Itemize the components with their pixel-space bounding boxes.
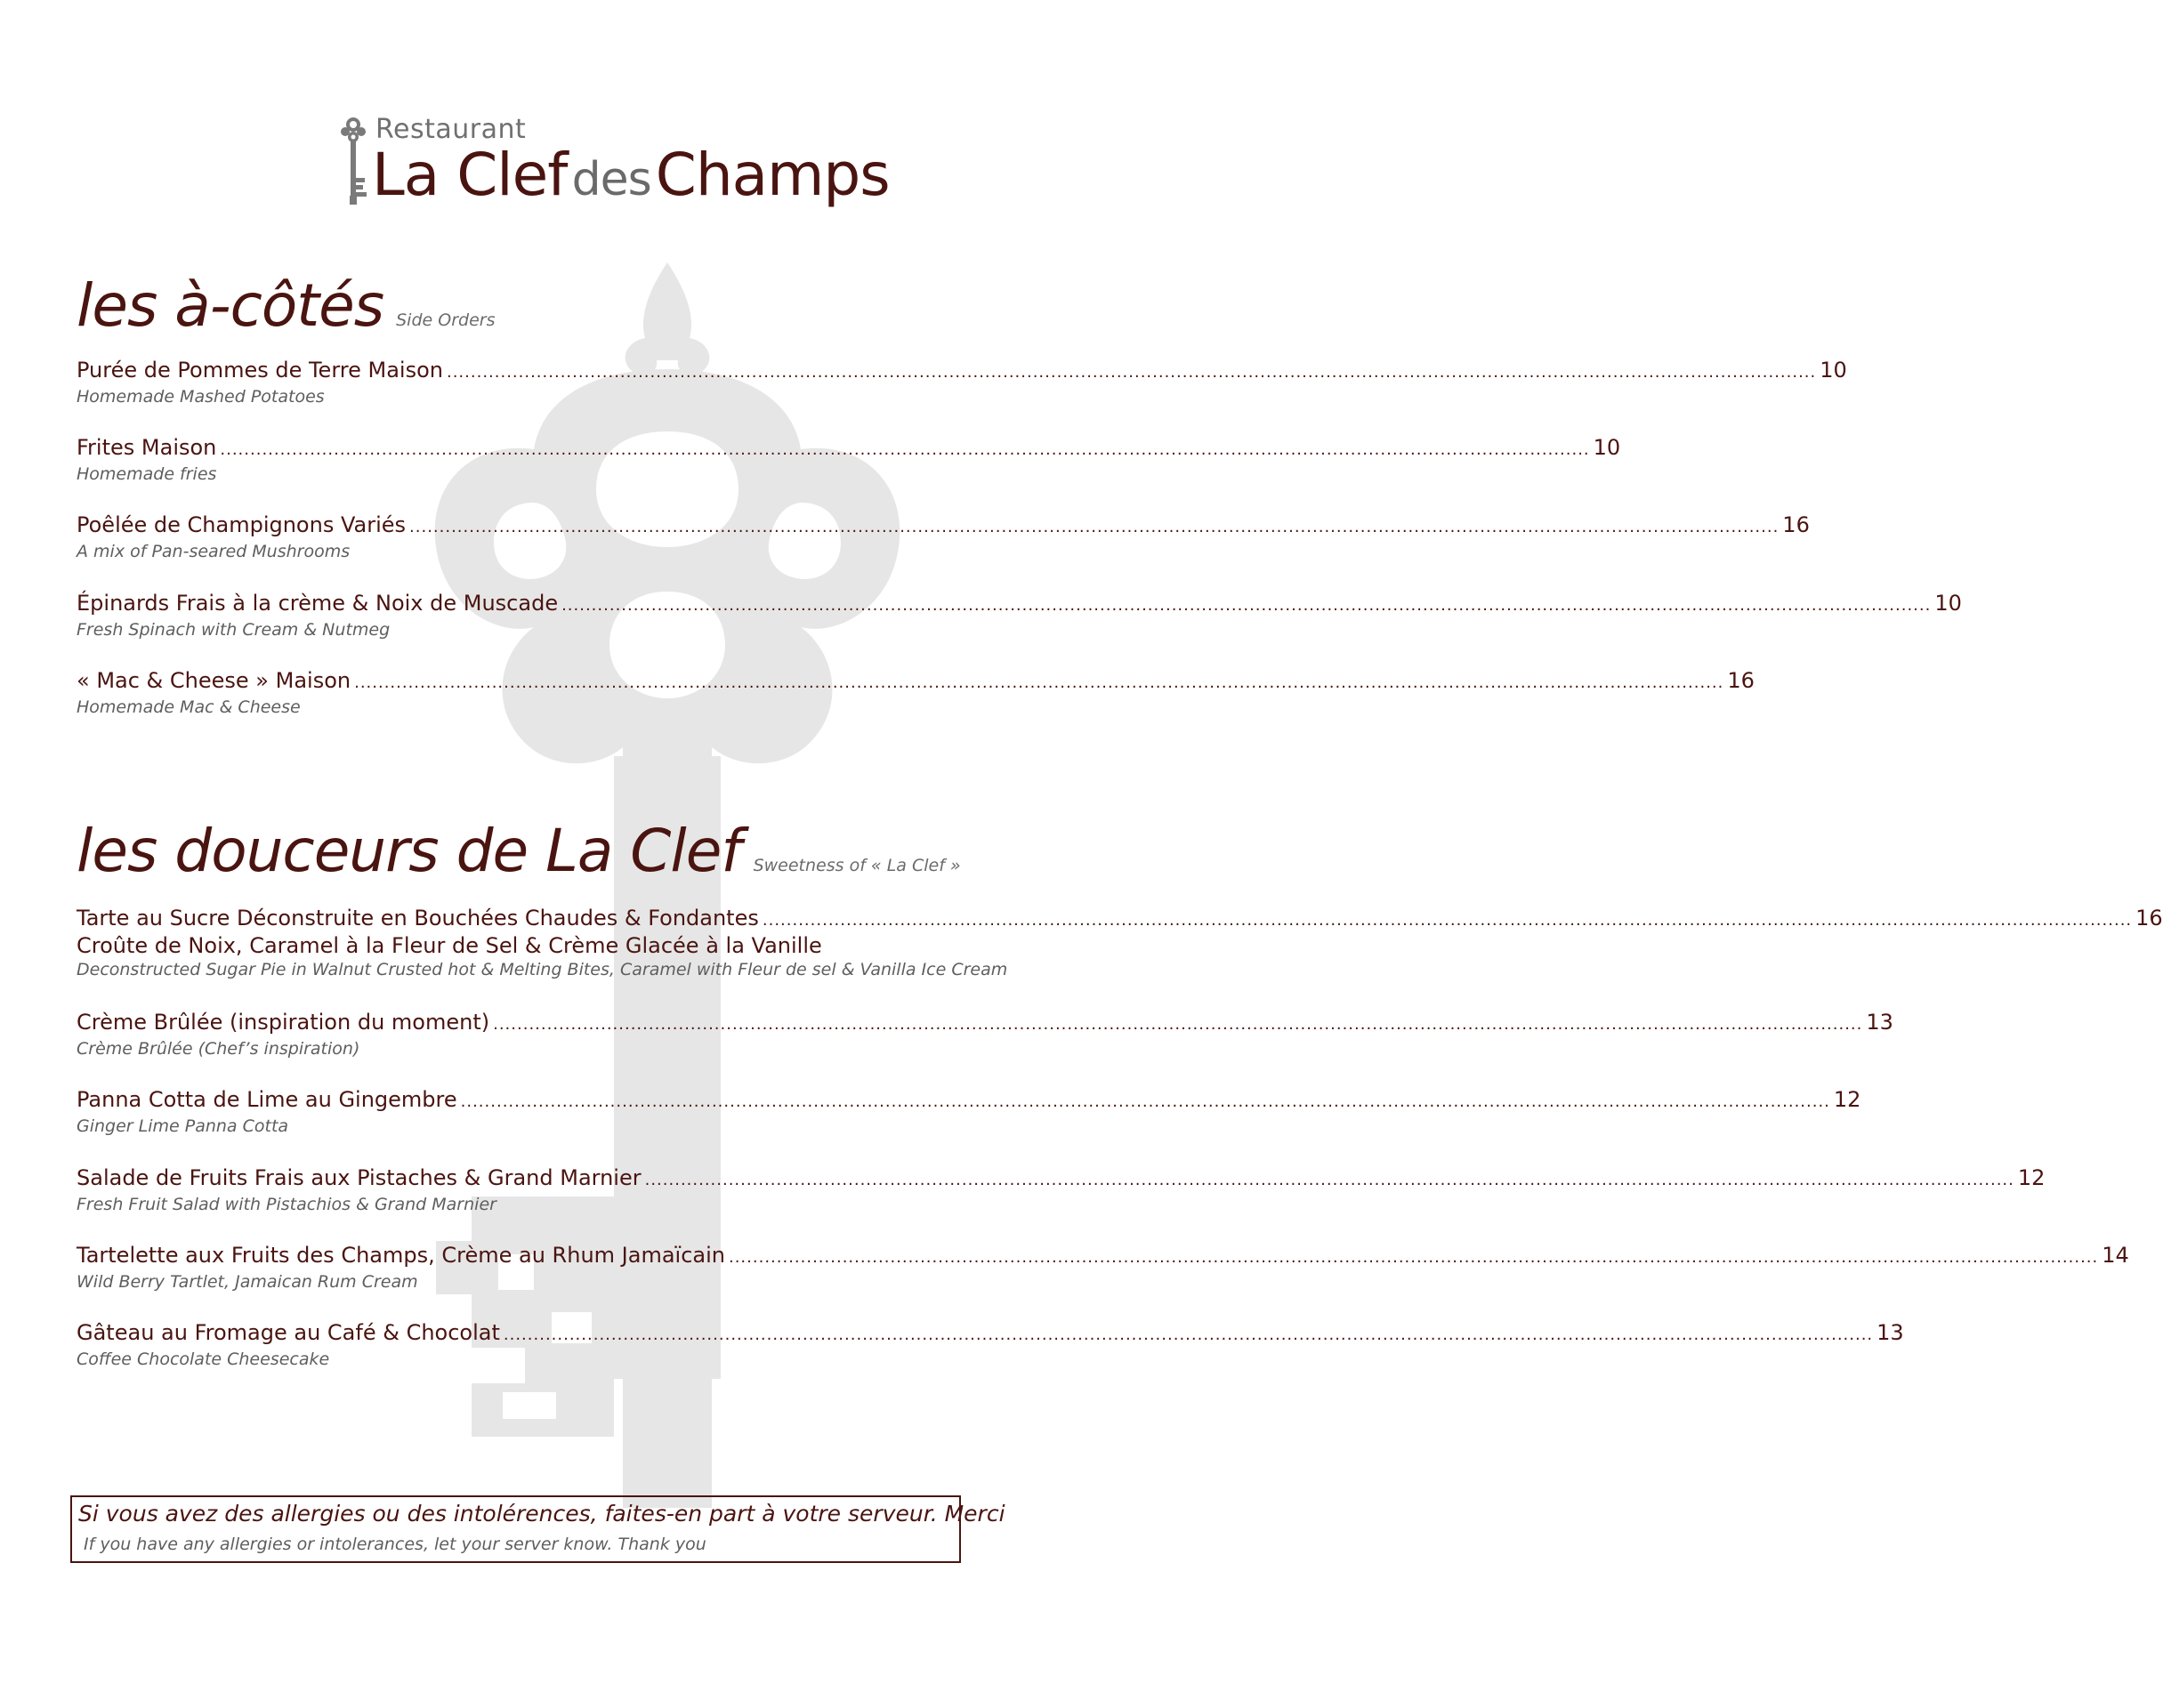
menu-item (77, 1320, 1904, 1371)
item-name: Poêlée de Champignons Variés (77, 512, 407, 537)
item-description: Wild Berry Tartlet, Jamaican Rum Cream (77, 1272, 418, 1292)
item-description: Homemade fries (77, 464, 217, 484)
logo-restaurant-label: Restaurant (375, 114, 527, 145)
logo-word-des: des (571, 153, 651, 206)
logo-name (372, 141, 890, 209)
item-description: Ginger Lime Panna Cotta (77, 1116, 289, 1136)
menu-item (77, 591, 1962, 641)
item-name: Crème Brûlée (inspiration du moment) (77, 1010, 490, 1035)
dot-leader: ..................................................................................................................................................................................................................................... (460, 1092, 1830, 1111)
dot-leader: ..................................................................................................................................................................................................................................... (409, 518, 1780, 536)
item-price: 10 (1593, 435, 1621, 460)
section-title-desserts (77, 817, 961, 885)
item-description: Deconstructed Sugar Pie in Walnut Crusted hot & Melting Bites, Caramel with Fleur de sel & Vanilla Ice Cream (77, 960, 1008, 979)
item-description: Fresh Fruit Salad with Pistachios & Grand Marnier (77, 1195, 496, 1214)
item-price: 10 (1820, 358, 1847, 383)
item-price: 13 (1876, 1320, 1904, 1345)
dot-leader: ..................................................................................................................................................................................................................................... (728, 1248, 2099, 1267)
allergy-notice (70, 1495, 1005, 1563)
dot-leader: ..................................................................................................................................................................................................................................... (220, 440, 1590, 459)
item-name: Salade de Fruits Frais aux Pistaches & Grand Marnier (77, 1165, 642, 1190)
menu-item (77, 512, 1810, 563)
logo-word-champs: Champs (655, 141, 890, 209)
menu-item (77, 358, 1847, 408)
item-price: 13 (1866, 1010, 1893, 1035)
logo-word-la-clef: La Clef (372, 141, 568, 209)
item-price: 14 (2102, 1243, 2129, 1268)
section-title-fr: les à-côtés (77, 271, 384, 340)
dot-leader: ..................................................................................................................................................................................................................................... (493, 1015, 1863, 1034)
dot-leader: ..................................................................................................................................................................................................................................... (446, 363, 1817, 382)
allergy-notice-en: If you have any allergies or intolerances, let your server know. Thank you (84, 1535, 706, 1554)
menu-item (77, 1010, 1893, 1060)
dot-leader: ..................................................................................................................................................................................................................................... (561, 596, 1932, 615)
menu-item (77, 1087, 1861, 1138)
section-subtitle-en: Side Orders (396, 310, 496, 330)
menu-item (77, 906, 2163, 981)
menu-item (77, 1243, 2129, 1293)
menu-item (77, 668, 1755, 719)
allergy-notice-fr: Si vous avez des allergies ou des intolérences, faites-en part à votre serveur. Merci (78, 1501, 1005, 1527)
item-price: 16 (2135, 906, 2163, 931)
dot-leader: ..................................................................................................................................................................................................................................... (762, 911, 2133, 930)
item-description: Crème Brûlée (Chef’s inspiration) (77, 1039, 360, 1059)
menu-item (77, 435, 1621, 486)
dot-leader: ..................................................................................................................................................................................................................................... (503, 1325, 1874, 1344)
item-name: Tarte au Sucre Déconstruite en Bouchées Chaudes & Fondantes (77, 906, 759, 931)
item-name: Purée de Pommes de Terre Maison (77, 358, 443, 383)
item-description: Coffee Chocolate Cheesecake (77, 1349, 330, 1369)
item-price: 16 (1727, 668, 1755, 693)
dot-leader: ..................................................................................................................................................................................................................................... (354, 673, 1724, 692)
key-logo-icon (338, 116, 368, 205)
item-description: Homemade Mashed Potatoes (77, 387, 325, 407)
item-name: Gâteau au Fromage au Café & Chocolat (77, 1320, 500, 1345)
item-price: 10 (1934, 591, 1962, 616)
item-description: Homemade Mac & Cheese (77, 697, 301, 717)
restaurant-logo (338, 114, 997, 212)
item-name: « Mac & Cheese » Maison (77, 668, 351, 693)
section-title-sides (77, 271, 495, 340)
menu-item (77, 1165, 2046, 1216)
item-price: 12 (2017, 1165, 2046, 1190)
item-name: Panna Cotta de Lime au Gingembre (77, 1087, 457, 1112)
section-subtitle-en: Sweetness of « La Clef » (753, 856, 961, 875)
item-name: Frites Maison (77, 435, 217, 460)
item-price: 16 (1782, 512, 1810, 537)
item-name: Tartelette aux Fruits des Champs, Crème au Rhum Jamaïcain (77, 1243, 725, 1268)
item-description: A mix of Pan-seared Mushrooms (77, 542, 351, 561)
item-description: Fresh Spinach with Cream & Nutmeg (77, 620, 391, 640)
section-title-fr: les douceurs de La Clef (77, 817, 741, 885)
item-name: Épinards Frais à la crème & Noix de Muscade (77, 591, 559, 616)
item-price: 12 (1833, 1087, 1861, 1112)
item-name-line2: Croûte de Noix, Caramel à la Fleur de Sel & Crème Glacée à la Vanille (77, 933, 822, 958)
dot-leader: ..................................................................................................................................................................................................................................... (644, 1171, 2014, 1189)
